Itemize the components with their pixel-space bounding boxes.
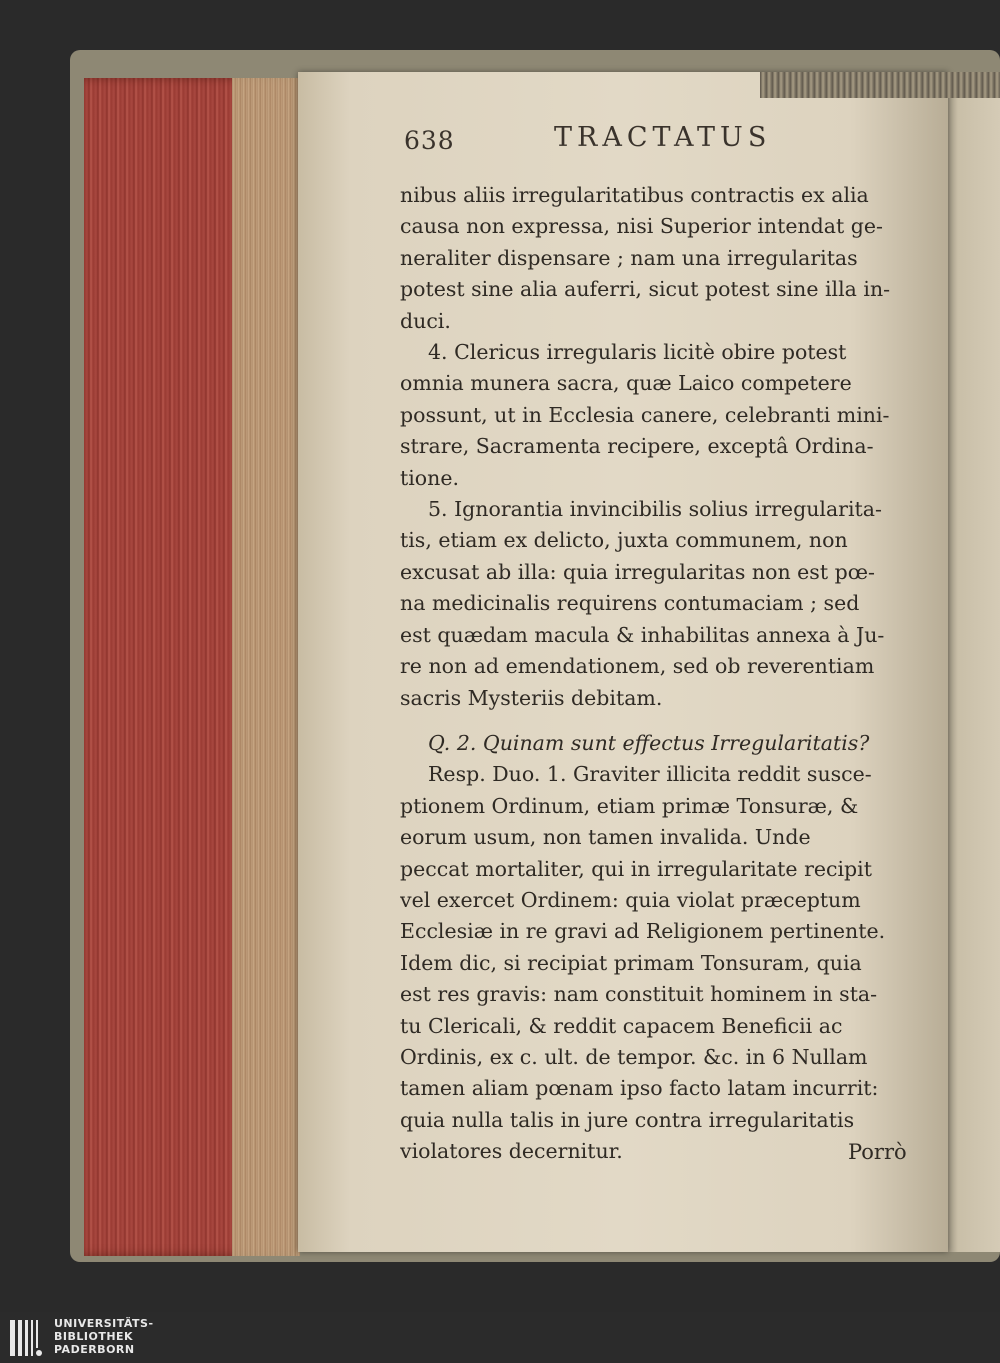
text-line: Idem dic, si recipiat primam Tonsuram, quia xyxy=(400,950,862,975)
text-line: eorum usum, non tamen invalida. Unde xyxy=(400,825,811,850)
page-body-text xyxy=(400,180,920,1168)
text-line: Ecclesiæ in re gravi ad Religionem pertinente. xyxy=(400,919,886,944)
text-line: quia nulla talis in jure contra irregularitatis xyxy=(400,1107,855,1132)
library-footer xyxy=(0,1312,1000,1363)
library-name xyxy=(54,1317,154,1356)
page-block-edge-inner xyxy=(232,78,300,1256)
library-name-line-1: UNIVERSITÄTS- xyxy=(54,1317,154,1330)
text-line: 4. Clericus irregularis licitè obire potest xyxy=(428,340,847,365)
page-number: 638 xyxy=(404,126,455,155)
text-line: ptionem Ordinum, etiam primæ Tonsuræ, & xyxy=(400,793,859,818)
spine-top-edge xyxy=(760,72,1000,98)
text-line: tu Clericali, & reddit capacem Beneficii ac xyxy=(400,1013,843,1038)
text-line: Q. 2. Quinam sunt effectus Irregularitatis? xyxy=(428,730,870,755)
text-line: excusat ab illa: quia irregularitas non est pœ- xyxy=(400,559,875,584)
text-line: tis, etiam ex delicto, juxta communem, non xyxy=(400,528,848,553)
library-name-line-3: PADERBORN xyxy=(54,1343,135,1356)
text-line: est quædam macula & inhabilitas annexa à Ju- xyxy=(400,622,885,647)
text-line: peccat mortaliter, qui in irregularitate recipit xyxy=(400,856,872,881)
text-line: duci. xyxy=(400,308,451,333)
library-logo-icon xyxy=(8,1318,46,1358)
text-line: tione. xyxy=(400,465,459,490)
text-line: omnia munera sacra, quæ Laico competere xyxy=(400,371,852,396)
text-line: strare, Sacramenta recipere, exceptâ Ordina- xyxy=(400,434,874,459)
text-line: nibus aliis irregularitatibus contractis ex alia xyxy=(400,183,869,207)
text-line: neraliter dispensare ; nam una irregularitas xyxy=(400,245,858,270)
text-line: na medicinalis requirens contumaciam ; sed xyxy=(400,591,860,616)
text-line: causa non expressa, nisi Superior intendat ge- xyxy=(400,214,883,239)
text-line: tamen aliam pœnam ipso facto latam incurrit: xyxy=(400,1076,879,1101)
text-line: est res gravis: nam constituit hominem in sta- xyxy=(400,982,878,1007)
library-name-line-2: BIBLIOTHEK xyxy=(54,1330,134,1343)
text-line: possunt, ut in Ecclesia canere, celebranti mini- xyxy=(400,402,890,427)
text-line: Resp. Duo. 1. Graviter illicita reddit susce- xyxy=(428,762,872,787)
facing-page-gutter xyxy=(940,72,1000,1252)
text-line: re non ad emendationem, sed ob reverentiam xyxy=(400,654,875,679)
text-line: Ordinis, ex c. ult. de tempor. &c. in 6 Nullam xyxy=(400,1044,868,1069)
text-line: violatores decernitur. xyxy=(400,1139,623,1164)
text-line: 5. Ignorantia invincibilis solius irregularita- xyxy=(428,497,882,522)
catchword: Porrò xyxy=(848,1140,907,1164)
running-head: TRACTATUS xyxy=(554,122,772,153)
text-line: potest sine alia auferri, sicut potest sine illa in- xyxy=(400,277,891,302)
text-line: vel exercet Ordinem: quia violat præceptum xyxy=(400,887,861,912)
text-line: sacris Mysteriis debitam. xyxy=(400,685,663,710)
